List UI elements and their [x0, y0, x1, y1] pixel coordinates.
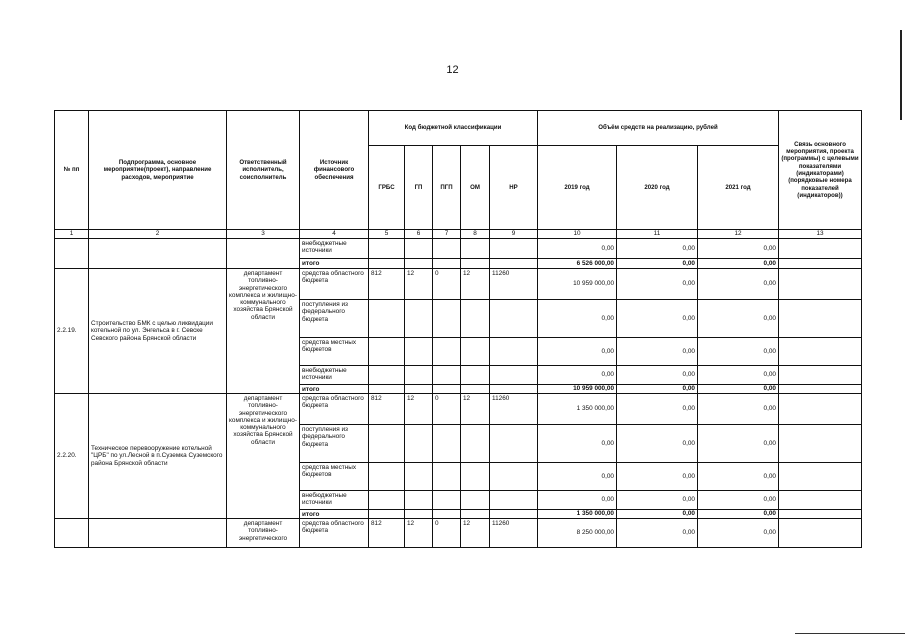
col-number-6: 6 [405, 230, 433, 239]
block-1-row-4-source: итого [300, 510, 369, 519]
block-1-row-3-link [779, 491, 862, 510]
block-1-row-4-grbs [369, 510, 405, 519]
last-row-y2021: 0,00 [698, 519, 779, 548]
block-0-row-2-y2020: 0,00 [617, 338, 698, 366]
block-0-name: Строительство БМК с целью ликвидации котельной по ул. Энгельса в г. Севске Севского района Брянской области [89, 269, 227, 394]
block-1-row-2-pgp [433, 463, 461, 491]
top-row-1-y2020: 0,00 [617, 259, 698, 269]
block-1-row-4-y2021: 0,00 [698, 510, 779, 519]
block-1-row-0-y2019: 1 350 000,00 [538, 394, 617, 425]
col-number-8: 8 [461, 230, 490, 239]
block-0-row-3-gp [405, 366, 433, 385]
block-0-row-4-source: итого [300, 385, 369, 394]
col-number-5: 5 [369, 230, 405, 239]
block-0-row-2-pgp [433, 338, 461, 366]
block-0-row-1-y2021: 0,00 [698, 300, 779, 338]
header-kbk-3: ОМ [461, 146, 490, 230]
block-0-row-2-nr [490, 338, 538, 366]
block-0-row-0-nr: 11260 [490, 269, 538, 300]
block-0-row-4-om [461, 385, 490, 394]
col-number-9: 9 [490, 230, 538, 239]
block-1-row-4-pgp [433, 510, 461, 519]
top-row-1-grbs [369, 259, 405, 269]
header-kbk-2: ПГП [433, 146, 461, 230]
header-year-2: 2021 год [698, 146, 779, 230]
top-row-0-om [461, 239, 490, 259]
block-0-row-2-gp [405, 338, 433, 366]
block-1-row-3-gp [405, 491, 433, 510]
top-row-0-y2020: 0,00 [617, 239, 698, 259]
block-0-row-3-grbs [369, 366, 405, 385]
block-0-row-4-y2021: 0,00 [698, 385, 779, 394]
block-1-row-1-pgp [433, 425, 461, 463]
top-row-0-y2019: 0,00 [538, 239, 617, 259]
block-0-row-3-y2019: 0,00 [538, 366, 617, 385]
col-number-13: 13 [779, 230, 862, 239]
block-1-row-1-link [779, 425, 862, 463]
block-0-row-2-y2019: 0,00 [538, 338, 617, 366]
last-row-y2020: 0,00 [617, 519, 698, 548]
last-row-om: 12 [461, 519, 490, 548]
col-number-4: 4 [300, 230, 369, 239]
block-1-row-1-y2019: 0,00 [538, 425, 617, 463]
top-row-1-pgp [433, 259, 461, 269]
block-0-row-0-y2021: 0,00 [698, 269, 779, 300]
block-1-row-0-source: средства областного бюджета [300, 394, 369, 425]
block-0-row-0-y2020: 0,00 [617, 269, 698, 300]
block-1-row-2-om [461, 463, 490, 491]
block-1-row-4-nr [490, 510, 538, 519]
top-row-1-y2019: 6 526 000,00 [538, 259, 617, 269]
block-1-row-3-om [461, 491, 490, 510]
block-1-row-0-y2020: 0,00 [617, 394, 698, 425]
page-number: 12 [446, 64, 459, 76]
block-1-row-1-om [461, 425, 490, 463]
block-0-row-1-grbs [369, 300, 405, 338]
block-1-row-0-y2021: 0,00 [698, 394, 779, 425]
block-1-row-2-y2021: 0,00 [698, 463, 779, 491]
top-row-0-y2021: 0,00 [698, 239, 779, 259]
col-number-11: 11 [617, 230, 698, 239]
block-1-row-0-om: 12 [461, 394, 490, 425]
block-0-row-3-source: внебюджетные источники [300, 366, 369, 385]
col-number-10: 10 [538, 230, 617, 239]
block-0-row-0-gp: 12 [405, 269, 433, 300]
header-kbk-group: Код бюджетной классификации [369, 110, 538, 146]
block-1-row-2-grbs [369, 463, 405, 491]
block-0-row-3-nr [490, 366, 538, 385]
col-number-1: 1 [54, 230, 89, 239]
top-row-1-source: итого [300, 259, 369, 269]
block-1-row-0-nr: 11260 [490, 394, 538, 425]
block-1-row-1-gp [405, 425, 433, 463]
block-0-row-3-link [779, 366, 862, 385]
block-0-row-3-y2021: 0,00 [698, 366, 779, 385]
block-0-responsible: департамент топливно-энергетического комплекса и жилищно-коммунального хозяйства Брянской области [227, 269, 300, 394]
block-1-row-2-link [779, 463, 862, 491]
block-1-row-2-y2020: 0,00 [617, 463, 698, 491]
block-0-no: 2.2.19. [54, 269, 89, 394]
block-1-row-1-y2021: 0,00 [698, 425, 779, 463]
block-0-row-1-nr [490, 300, 538, 338]
header-program: Подпрограмма, основное мероприятие(проект), направление расходов, мероприятие [89, 110, 227, 230]
top-row-1-nr [490, 259, 538, 269]
last-no [54, 519, 89, 548]
last-row-nr: 11260 [490, 519, 538, 548]
block-1-row-1-y2020: 0,00 [617, 425, 698, 463]
col-number-7: 7 [433, 230, 461, 239]
header-kbk-0: ГРБС [369, 146, 405, 230]
last-responsible: департамент топливно-энергетического [227, 519, 300, 548]
header-no: № пп [54, 110, 89, 230]
block-0-row-1-gp [405, 300, 433, 338]
block-0-row-1-om [461, 300, 490, 338]
block-0-row-4-pgp [433, 385, 461, 394]
block-0-row-3-om [461, 366, 490, 385]
top-responsible [227, 239, 300, 269]
block-0-row-4-y2020: 0,00 [617, 385, 698, 394]
block-0-row-1-link [779, 300, 862, 338]
top-row-1-y2021: 0,00 [698, 259, 779, 269]
col-number-12: 12 [698, 230, 779, 239]
block-1-row-0-gp: 12 [405, 394, 433, 425]
top-row-0-grbs [369, 239, 405, 259]
top-row-0-gp [405, 239, 433, 259]
top-row-0-pgp [433, 239, 461, 259]
block-1-row-2-nr [490, 463, 538, 491]
block-0-row-3-pgp [433, 366, 461, 385]
header-kbk-4: НР [490, 146, 538, 230]
block-0-row-0-link [779, 269, 862, 300]
top-row-1-link [779, 259, 862, 269]
block-0-row-3-y2020: 0,00 [617, 366, 698, 385]
last-row-source: средства областного бюджета [300, 519, 369, 548]
top-program [89, 239, 227, 269]
block-1-row-1-source: поступления из федерального бюджета [300, 425, 369, 463]
header-source: Источник финансового обеспечения [300, 110, 369, 230]
header-kbk-1: ГП [405, 146, 433, 230]
col-number-2: 2 [89, 230, 227, 239]
block-0-row-0-grbs: 812 [369, 269, 405, 300]
header-link: Связь основного мероприятия, проекта (программы) с целевыми показателями (индикаторами) (порядковые номера показателей (индикаторов)) [779, 110, 862, 230]
last-row-link [779, 519, 862, 548]
block-1-row-1-grbs [369, 425, 405, 463]
block-0-row-2-om [461, 338, 490, 366]
block-1-row-1-nr [490, 425, 538, 463]
block-1-row-2-source: средства местных бюджетов [300, 463, 369, 491]
block-1-row-4-gp [405, 510, 433, 519]
block-0-row-0-source: средства областного бюджета [300, 269, 369, 300]
block-1-row-4-link [779, 510, 862, 519]
block-0-row-2-grbs [369, 338, 405, 366]
block-0-row-4-nr [490, 385, 538, 394]
block-1-row-3-y2019: 0,00 [538, 491, 617, 510]
block-0-row-0-pgp: 0 [433, 269, 461, 300]
header-responsible: Ответственный исполнитель, соисполнитель [227, 110, 300, 230]
block-1-row-3-y2020: 0,00 [617, 491, 698, 510]
last-row-pgp: 0 [433, 519, 461, 548]
block-0-row-1-y2020: 0,00 [617, 300, 698, 338]
block-1-row-3-nr [490, 491, 538, 510]
block-0-row-2-source: средства местных бюджетов [300, 338, 369, 366]
block-0-row-0-om: 12 [461, 269, 490, 300]
block-1-row-2-y2019: 0,00 [538, 463, 617, 491]
block-1-row-3-y2021: 0,00 [698, 491, 779, 510]
block-1-row-0-pgp: 0 [433, 394, 461, 425]
block-1-no: 2.2.20. [54, 394, 89, 519]
block-1-row-3-source: внебюджетные источники [300, 491, 369, 510]
block-1-name: Техническое перевооружение котельной "ЦРБ" по ул.Лесной в п.Суземка Суземского района Брянской области [89, 394, 227, 519]
block-0-row-4-y2019: 10 959 000,00 [538, 385, 617, 394]
block-0-row-4-gp [405, 385, 433, 394]
last-row-y2019: 8 250 000,00 [538, 519, 617, 548]
top-row-0-link [779, 239, 862, 259]
block-1-row-4-om [461, 510, 490, 519]
block-1-row-4-y2019: 1 350 000,00 [538, 510, 617, 519]
block-1-row-0-grbs: 812 [369, 394, 405, 425]
top-row-0-source: внебюджетные источники [300, 239, 369, 259]
top-row-0-nr [490, 239, 538, 259]
header-year-1: 2020 год [617, 146, 698, 230]
top-row-1-gp [405, 259, 433, 269]
block-1-row-4-y2020: 0,00 [617, 510, 698, 519]
block-0-row-4-link [779, 385, 862, 394]
top-row-1-om [461, 259, 490, 269]
block-1-row-3-grbs [369, 491, 405, 510]
block-0-row-2-y2021: 0,00 [698, 338, 779, 366]
block-0-row-4-grbs [369, 385, 405, 394]
top-no [54, 239, 89, 269]
block-1-row-0-link [779, 394, 862, 425]
last-row-grbs: 812 [369, 519, 405, 548]
last-program [89, 519, 227, 548]
header-funding-group: Объём средств на реализацию, рублей [538, 110, 779, 146]
block-0-row-1-y2019: 0,00 [538, 300, 617, 338]
last-row-gp: 12 [405, 519, 433, 548]
block-0-row-0-y2019: 10 959 000,00 [538, 269, 617, 300]
block-0-row-2-link [779, 338, 862, 366]
block-1-row-2-gp [405, 463, 433, 491]
col-number-3: 3 [227, 230, 300, 239]
header-year-0: 2019 год [538, 146, 617, 230]
block-1-responsible: департамент топливно-энергетического комплекса и жилищно-коммунального хозяйства Брянской области [227, 394, 300, 519]
block-0-row-1-source: поступления из федерального бюджета [300, 300, 369, 338]
block-0-row-1-pgp [433, 300, 461, 338]
block-1-row-3-pgp [433, 491, 461, 510]
